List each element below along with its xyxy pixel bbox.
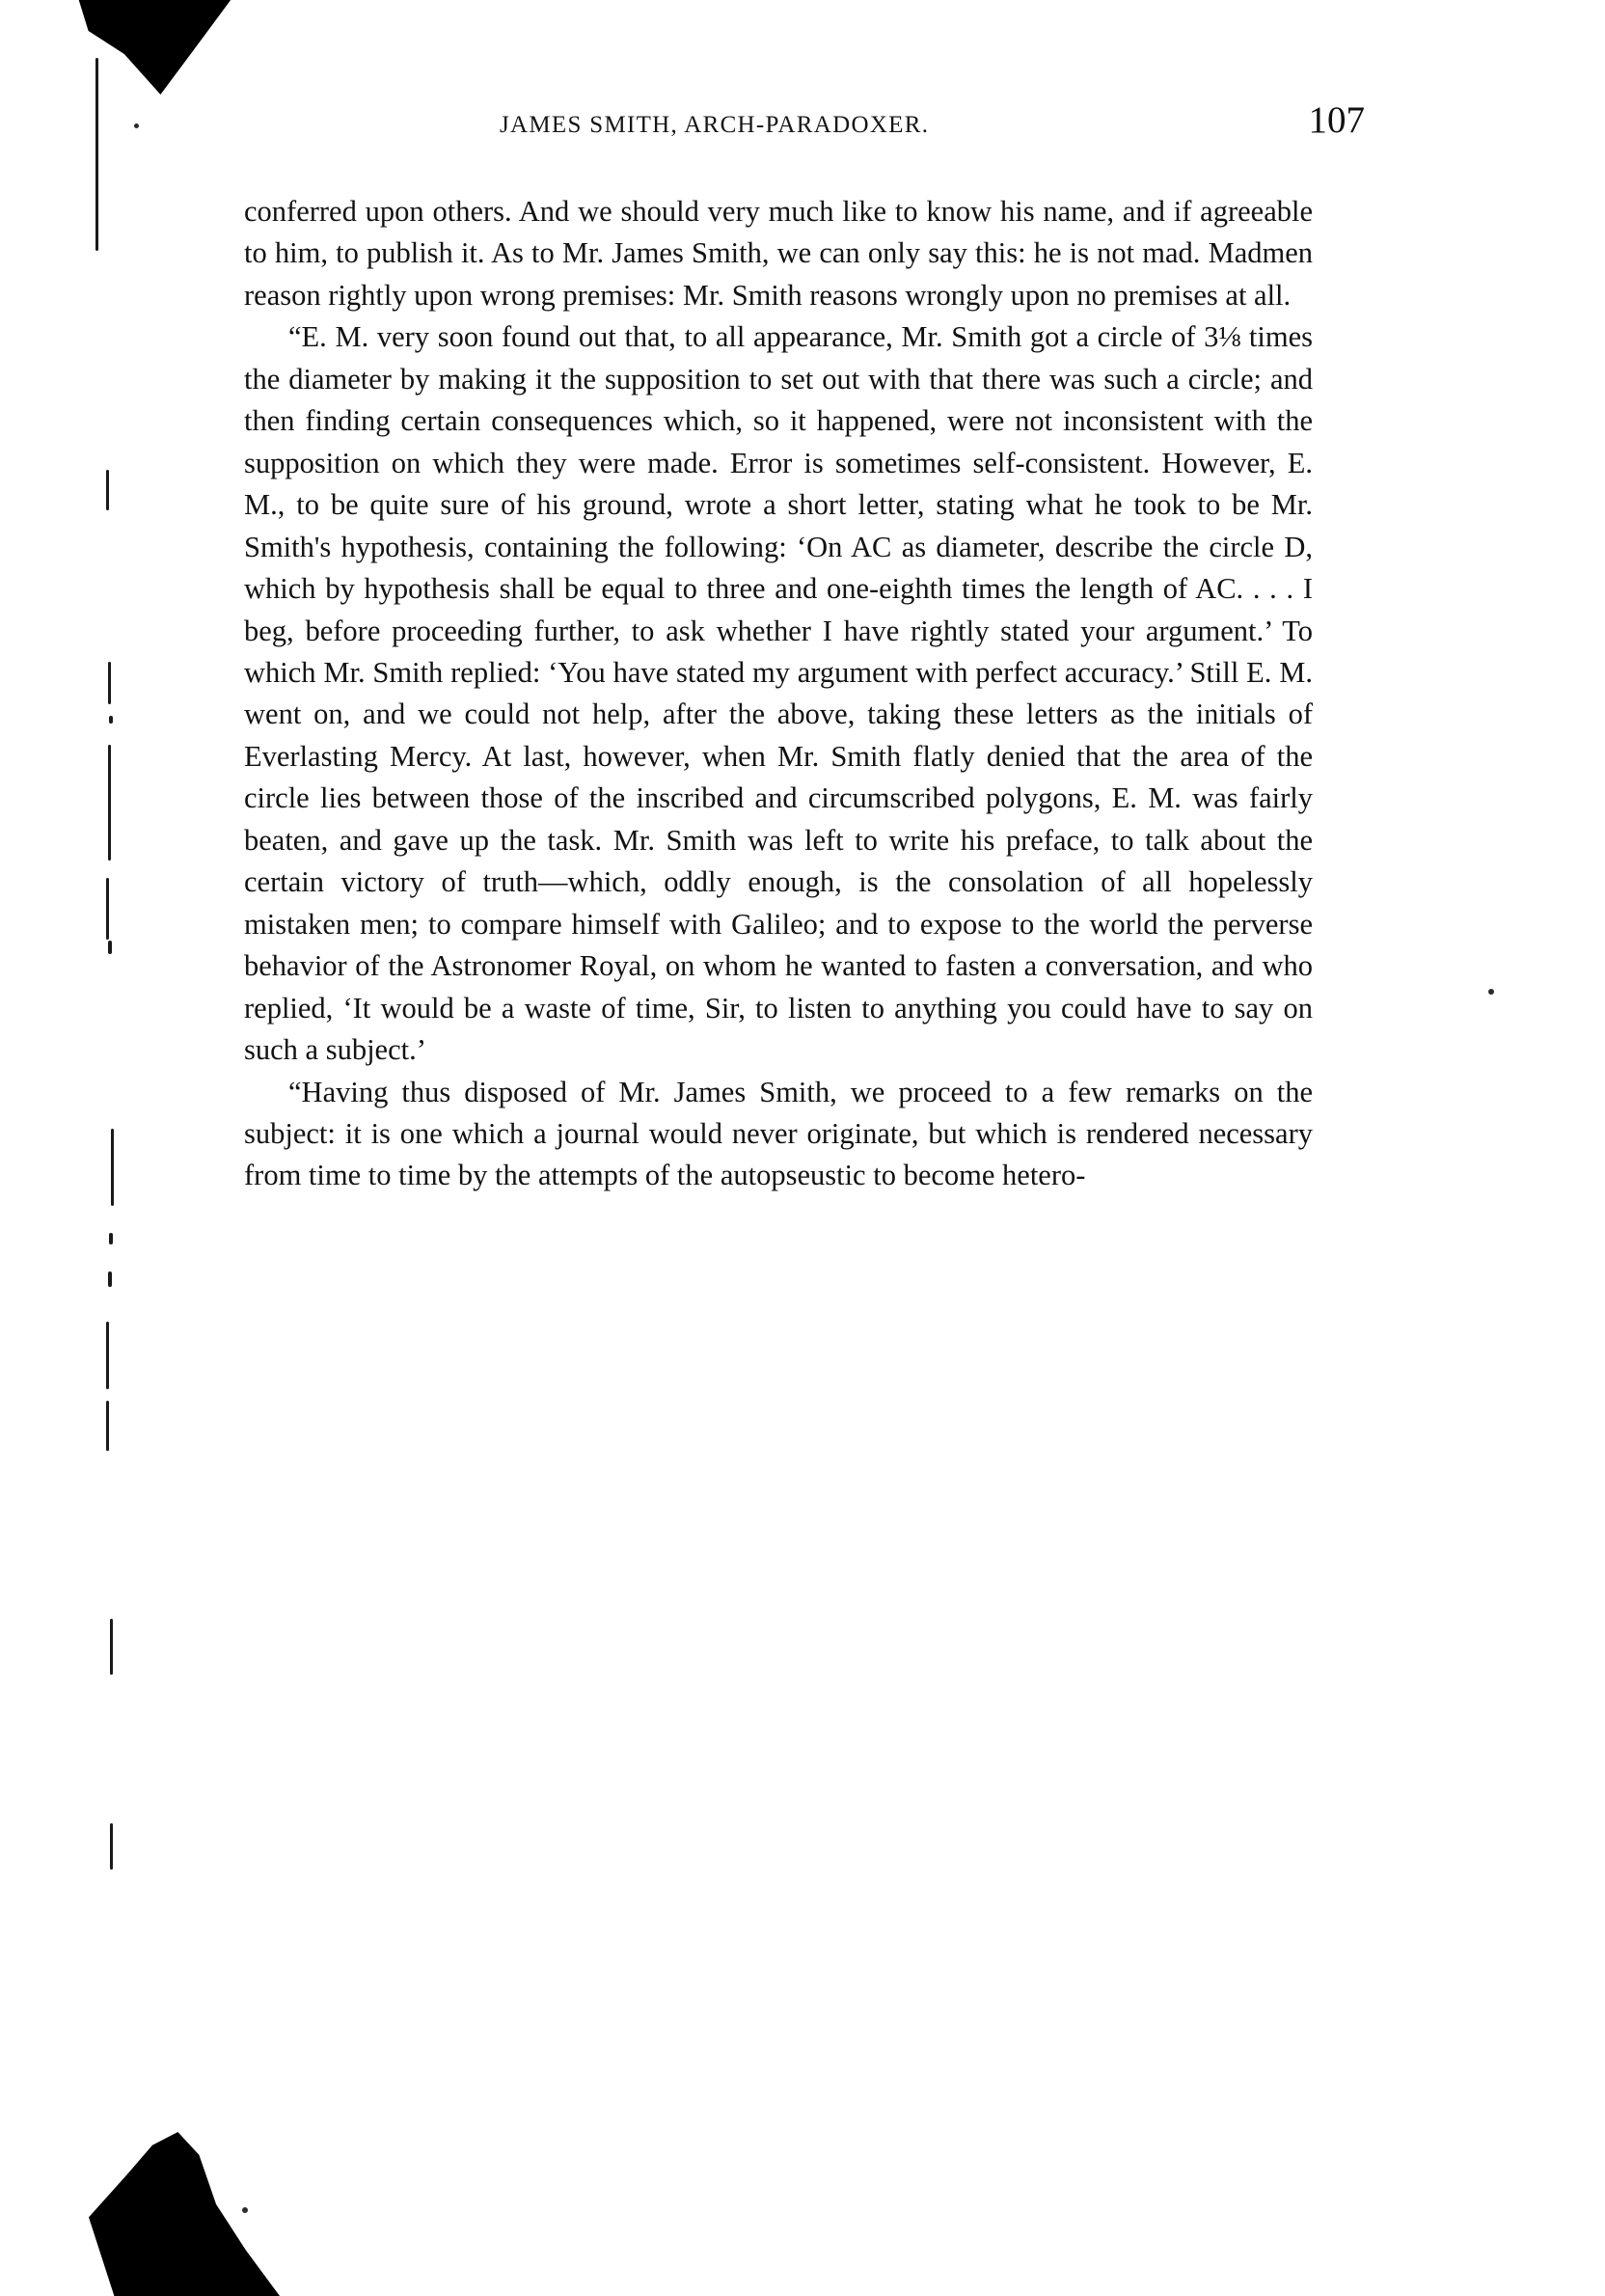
binding-mark xyxy=(106,470,109,510)
binding-mark xyxy=(106,878,109,940)
paragraph: “E. M. very soon found out that, to all appearance, Mr. Smith got a circle of 3⅛ times the diameter by making it the supposition to set out with that there was such a circle; and then finding certain consequences which, so it happened, were not inconsistent with the supposition on which they were made. Error is sometimes self-consistent. However, E. M., to be quite sure of his ground, wrote a short letter, stating what he took to be Mr. Smith's hypothesis, containing the following: ‘On AC as diameter, describe the circle D, which by hypothesis shall be equal to three and one-eighth times the length of AC. . . . I beg, before proceeding further, to ask whether I have rightly stated your argument.’ To which Mr. Smith replied: ‘You have stated my argument with perfect accuracy.’ Still E. M. went on, and we could not help, after the above, taking these letters as the initials of Everlasting Mercy. At last, however, when Mr. Smith flatly denied that the area of the circle lies between those of the inscribed and circumscribed polygons, E. M. was fairly beaten, and gave up the task. Mr. Smith was left to write his preface, to talk about the certain victory of truth—which, oddly enough, is the consolation of all hopelessly mistaken men; to compare himself with Galileo; and to expose to the world the perverse behavior of the Astronomer Royal, on whom he wanted to fasten a conversation, and who replied, ‘It would be a waste of time, Sir, to listen to anything you could have to say on such a subject.’ xyxy=(244,320,1313,1067)
binding-mark xyxy=(95,58,98,251)
scan-speck xyxy=(134,123,139,128)
paragraph: “Having thus disposed of Mr. James Smith, we proceed to a few remarks on the subject: it is one which a journal would never originate, but which is rendered necessary from time to time by the attempts of the autopseustic to become hetero- xyxy=(244,1075,1313,1192)
binding-mark xyxy=(108,941,112,954)
scan-artifact-bottom xyxy=(68,2132,280,2296)
binding-mark xyxy=(106,1401,109,1451)
binding-mark xyxy=(111,1129,114,1206)
binding-mark xyxy=(109,716,113,724)
scan-speck xyxy=(1488,989,1494,995)
binding-mark xyxy=(108,662,111,704)
scan-speck xyxy=(242,2207,248,2213)
page-body xyxy=(244,191,1313,1197)
binding-mark xyxy=(108,1271,112,1287)
running-head-title: JAMES SMITH, ARCH-PARADOXER. xyxy=(500,112,930,138)
paragraph: conferred upon others. And we should very much like to know his name, and if agreeable to him, to publish it. As to Mr. James Smith, we can only say this: he is not mad. Madmen reason rightly upon wrong premises: Mr. Smith reasons wrongly upon no premises at all. xyxy=(244,195,1313,312)
scan-artifact-top xyxy=(75,0,239,95)
binding-mark xyxy=(110,1619,113,1675)
running-head xyxy=(241,101,1365,139)
binding-mark xyxy=(106,1322,109,1389)
binding-mark xyxy=(110,1823,113,1870)
binding-mark xyxy=(109,1233,113,1244)
page-number: 107 xyxy=(1308,99,1365,141)
binding-mark xyxy=(108,745,111,861)
